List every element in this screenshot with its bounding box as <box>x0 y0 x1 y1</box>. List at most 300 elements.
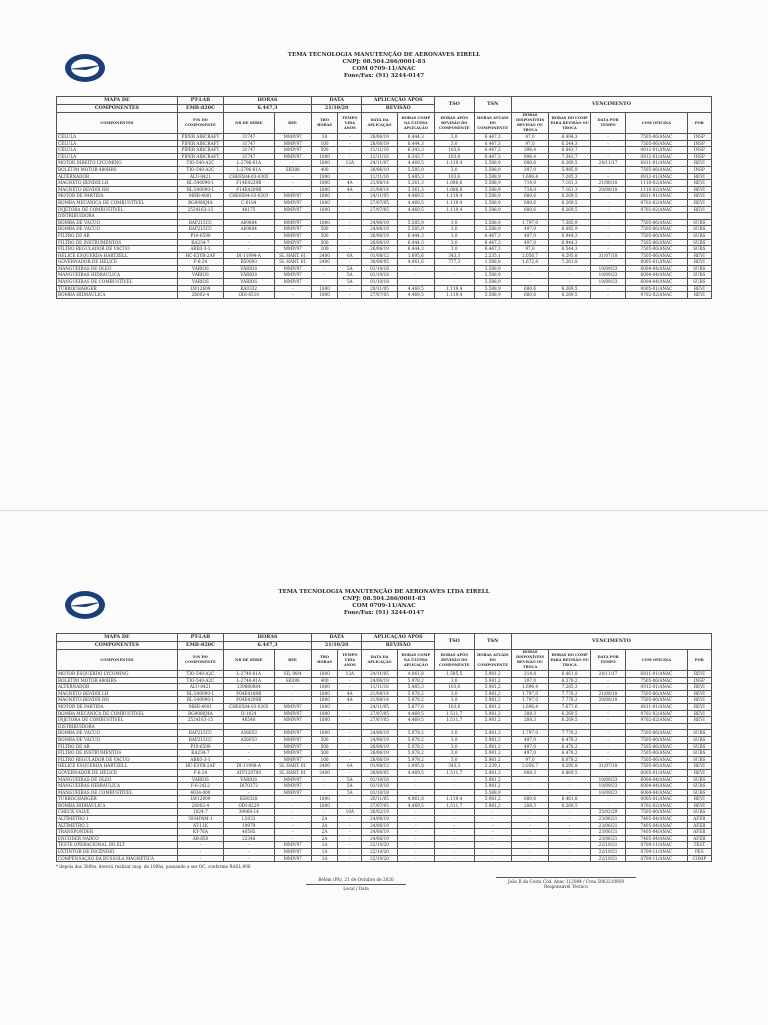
table-row <box>57 173 712 180</box>
table-cell: F14E4229B <box>224 180 275 187</box>
table-cell: 4.295,8 <box>549 763 591 770</box>
signer-role: Responsável Técnico <box>543 884 589 890</box>
table-cell: - <box>511 829 548 836</box>
table-cell: 10/09/23 <box>590 776 625 783</box>
table-cell: 6.478,2 <box>549 743 591 750</box>
table-cell: SL HART. 61 <box>274 763 311 770</box>
table-cell: 1A <box>311 855 337 862</box>
table-cell: - <box>311 789 337 796</box>
table-cell: MMP/97 <box>274 849 311 856</box>
table-cell: - <box>338 756 362 763</box>
table-cell: - <box>549 809 591 816</box>
table-cell: PIPER AIRCRAFT <box>177 147 223 154</box>
component-name: ALTÍMETRO 1 <box>57 816 178 823</box>
table-row <box>57 193 712 200</box>
table-cell: 1.119,4 <box>434 199 474 206</box>
table-cell: - <box>434 783 474 790</box>
application-label: APLICAÇÃO APÓS <box>362 97 435 105</box>
table-cell: SL HART. 61 <box>274 769 311 776</box>
table-cell: AFER <box>687 835 711 842</box>
table-cell: 6.269,5 <box>549 710 591 717</box>
table-cell: 0005-01/ANAC <box>626 259 688 266</box>
component-name: MANGUEIRAS DE ÓLEO <box>57 776 178 783</box>
table-cell: 5.981,2 <box>474 736 511 743</box>
table-cell: 20/11/05 <box>362 796 397 803</box>
table-cell: 7.161,3 <box>549 180 591 187</box>
table-cell: - <box>224 849 275 856</box>
sheet-one <box>56 52 712 299</box>
component-name: FILTRO REGULADOR DE VÁCUO <box>57 756 178 763</box>
table-cell: - <box>224 246 275 253</box>
table-cell: - <box>338 849 362 856</box>
table-cell: 27/07/05 <box>362 717 397 724</box>
table-row <box>57 723 712 730</box>
table-cell: - <box>474 816 511 823</box>
table-cell: 21/08/18 <box>590 690 625 697</box>
table-cell: 1800 <box>311 697 337 704</box>
column-header: HORAS APÓS REVISÃO DO COMPONENTE <box>434 650 474 671</box>
table-cell: 5A <box>338 272 362 279</box>
table-cell: 6.869,5 <box>549 769 591 776</box>
table-cell: 24/06/19 <box>362 816 397 823</box>
component-name: TURBOCHARGER <box>57 285 178 292</box>
component-name: MAGNETO BENDIX RH <box>57 697 178 704</box>
table-row <box>57 160 712 167</box>
table-cell: MMP/97 <box>274 153 311 160</box>
table-cell: - <box>590 750 625 757</box>
table-row <box>57 776 712 783</box>
table-cell: 24/11/07 <box>362 160 397 167</box>
table-cell: 2524163-15 <box>177 206 223 213</box>
table-cell: - <box>274 173 311 180</box>
table-cell: - <box>397 816 434 823</box>
table-cell: - <box>397 822 434 829</box>
table-cell: 1.119,4 <box>434 206 474 213</box>
mapa-label: MAPA DE <box>57 97 178 105</box>
place-date-value: Belém (PA), 21 de Outubro de 2020 <box>318 877 394 883</box>
table-cell: 24/06/19 <box>362 829 397 836</box>
table-cell: 6.085,9 <box>549 226 591 233</box>
component-name: BOMBA DE VÁCUO <box>57 219 178 226</box>
table-cell: HC-E3YR-2AF <box>177 763 223 770</box>
table-cell: 7.161,3 <box>549 186 591 193</box>
table-cell: 3,0 <box>434 690 474 697</box>
table-cell: 26002-4 <box>177 292 223 299</box>
table-cell: 0005-01/ANAC <box>626 285 688 292</box>
column-header: REF. <box>274 113 311 134</box>
table-cell: 97,0 <box>511 756 548 763</box>
table-cell: 1.119,4 <box>434 193 474 200</box>
place-date <box>306 877 406 891</box>
table-cell: - <box>590 736 625 743</box>
table-cell: - <box>338 173 362 180</box>
table-cell: 5.588,9 <box>474 193 511 200</box>
table-cell: 5.485,3 <box>397 173 434 180</box>
table-row <box>57 710 712 717</box>
table-cell: 0912-01/ANAC <box>626 153 688 160</box>
table-cell: PES <box>687 849 711 856</box>
table-cell: 500 <box>311 147 337 154</box>
table-cell: REVI <box>687 173 711 180</box>
table-cell: 26/02/19 <box>362 809 397 816</box>
column-header: COMPONENTES <box>57 650 178 671</box>
table-cell: - <box>274 180 311 187</box>
table-cell: 6.444,3 <box>397 140 434 147</box>
table-cell: 2524163-15 <box>177 717 223 724</box>
table-cell: 1800 <box>311 717 337 724</box>
table-cell: - <box>590 717 625 724</box>
table-cell: 1800 <box>311 690 337 697</box>
company-cnpj: CNPJ: 08.504.266/0001-83 <box>342 596 426 602</box>
table-cell: 680,6 <box>511 193 548 200</box>
table-cell: 6.078,2 <box>549 756 591 763</box>
table-cell: 10/09/23 <box>590 279 625 286</box>
tso-label: TSO <box>434 634 474 650</box>
company-header <box>56 52 712 80</box>
table-cell: 1.511,7 <box>434 802 474 809</box>
column-header: COM OFICINA <box>626 113 688 134</box>
registration-value: EMB-820C <box>177 105 223 113</box>
table-cell: MMP/97 <box>274 226 311 233</box>
column-header: P/N DO COMPONENTE <box>177 650 223 671</box>
table-cell: HC-E3YR-2AF <box>177 252 223 259</box>
table-row <box>57 835 712 842</box>
table-cell: - <box>338 285 362 292</box>
table-cell: KA0332 <box>224 285 275 292</box>
table-cell <box>274 723 311 730</box>
table-cell: 19979 <box>224 822 275 829</box>
table-cell: KH0328 <box>224 796 275 803</box>
table-cell: - <box>397 835 434 842</box>
table-cell: VÁRIOS <box>177 265 223 272</box>
table-cell: 5.981,2 <box>474 684 511 691</box>
table-cell: - <box>590 226 625 233</box>
table-row <box>57 736 712 743</box>
table-cell: 7505-06/ANAC <box>626 166 688 173</box>
table-cell: 01/10/18 <box>362 789 397 796</box>
date-value: 21/10/20 <box>311 105 362 113</box>
component-name: FILTRO DE AR <box>57 232 178 239</box>
table-cell: - <box>549 776 591 783</box>
table-cell: - <box>511 783 548 790</box>
hours-value: 6.447,3 <box>224 642 312 650</box>
table-cell: 288,3 <box>511 710 548 717</box>
table-cell: 26/06/19 <box>362 743 397 750</box>
table-cell: - <box>338 292 362 299</box>
table-cell: - <box>338 226 362 233</box>
table-cell: 1800 <box>311 802 337 809</box>
table-cell: 7505-06/ANAC <box>626 697 688 704</box>
component-name: GOVERNADOR DE HÉLICE <box>57 769 178 776</box>
table-cell: SB388 <box>274 677 311 684</box>
sheet-two <box>56 589 712 899</box>
table-cell: 5.981,2 <box>474 750 511 757</box>
component-name: BOMBA MECÂNICA DE COMBUSTÍVEL <box>57 199 178 206</box>
table-cell: SUBS <box>687 783 711 790</box>
table-cell: - <box>311 783 337 790</box>
table-cell: 97,0 <box>511 140 548 147</box>
table-cell: 5.978,2 <box>397 750 434 757</box>
table-cell: 1.696,4 <box>511 703 548 710</box>
table-cell: - <box>590 796 625 803</box>
table-cell: - <box>224 750 275 757</box>
table-cell: 6.444,3 <box>397 246 434 253</box>
table-row <box>57 717 712 724</box>
table-cell <box>311 213 337 220</box>
table-cell: REVI <box>687 690 711 697</box>
table-cell: REVI <box>687 180 711 187</box>
table-cell: - <box>434 842 474 849</box>
table-cell: 7.261,8 <box>549 259 591 266</box>
table-cell: 3,0 <box>434 140 474 147</box>
table-cell: 0005-01/ANAC <box>626 796 688 803</box>
table-cell: L-2796-61A <box>224 166 275 173</box>
table-cell: TIO-540-A2C <box>177 160 223 167</box>
table-cell: - <box>224 855 275 862</box>
table-cell: 10/09/23 <box>590 789 625 796</box>
page-two <box>0 510 768 1025</box>
table-cell: SUBS <box>687 750 711 757</box>
table-row <box>57 796 712 803</box>
table-cell <box>397 723 434 730</box>
table-cell: ODI-8510 <box>224 292 275 299</box>
table-cell: 7505-06/ANAC <box>626 134 688 141</box>
company-cnpj: CNPJ: 08.504.266/0001-83 <box>342 59 426 65</box>
table-cell: - <box>311 265 337 272</box>
table-cell: 6811-01/ANAC <box>626 671 688 678</box>
table-cell: 26/06/19 <box>362 232 397 239</box>
table-cell: SUBS <box>687 776 711 783</box>
table-cell: - <box>338 140 362 147</box>
table-cell: MMP/97 <box>274 272 311 279</box>
table-cell: 01/10/18 <box>362 783 397 790</box>
table-cell <box>338 723 362 730</box>
table-cell: - <box>338 796 362 803</box>
table-cell: 1800 <box>311 671 337 678</box>
component-name: MOTOR DE PARTIDA <box>57 703 178 710</box>
table-cell: 5.981,2 <box>474 710 511 717</box>
table-cell: 6.478,2 <box>549 750 591 757</box>
table-cell <box>549 213 591 220</box>
table-cell: PIPER AIRCRAFT <box>177 153 223 160</box>
table-cell: MMP/97 <box>274 736 311 743</box>
column-header: NR DE SÉRIE <box>224 650 275 671</box>
table-cell: - <box>511 809 548 816</box>
table-cell: 1800 <box>311 199 337 206</box>
table-cell: DI70372 <box>224 783 275 790</box>
table-cell: 5.877,6 <box>397 703 434 710</box>
table-cell: 3,0 <box>434 246 474 253</box>
table-cell <box>474 723 511 730</box>
table-cell: - <box>397 855 434 862</box>
table-cell: - <box>590 703 625 710</box>
table-cell: F-6-24 <box>177 259 223 266</box>
table-cell: - <box>274 835 311 842</box>
table-cell: 3,0 <box>434 232 474 239</box>
table-cell: 9702-02/ANAC <box>626 710 688 717</box>
table-cell: VÁRIOS <box>224 265 275 272</box>
table-cell: 6811-01/ANAC <box>626 703 688 710</box>
table-cell: 26/06/19 <box>362 134 397 141</box>
component-name: GOVERNADOR DE HÉLICE <box>57 259 178 266</box>
table-row <box>57 206 712 213</box>
table-cell: RG9080J4A <box>177 710 223 717</box>
table-cell: SB388 <box>274 166 311 173</box>
table-cell: COMP <box>687 855 711 862</box>
component-name: BOMBA DE VÁCUO <box>57 736 178 743</box>
table-cell: 1A <box>311 849 337 856</box>
table-cell: 11/11/16 <box>362 153 397 160</box>
table-cell: 714,0 <box>511 180 548 187</box>
table-row <box>57 246 712 253</box>
table-cell: 24/06/19 <box>362 822 397 829</box>
table-cell: P10-6590 <box>177 232 223 239</box>
table-cell: 01/10/18 <box>362 265 397 272</box>
table-cell: - <box>511 842 548 849</box>
table-cell: 4.469,5 <box>397 206 434 213</box>
table-cell: 31747 <box>224 140 275 147</box>
table-cell: - <box>549 829 591 836</box>
table-cell: 1800 <box>311 796 337 803</box>
table-row <box>57 265 712 272</box>
table-cell: 24/11/05 <box>362 671 397 678</box>
column-header: HORAS COMP NA ÚLTIMA APLICAÇÃO <box>397 650 434 671</box>
table-row <box>57 285 712 292</box>
table-cell: - <box>590 259 625 266</box>
table-cell: RAP215CC <box>177 226 223 233</box>
table-cell: 0709-11/ANAC <box>626 842 688 849</box>
table-cell: 46540 <box>224 717 275 724</box>
component-name: DISTRIBUIDORA <box>57 213 178 220</box>
table-cell <box>511 723 548 730</box>
table-cell: - <box>274 802 311 809</box>
table-cell: 7505-06/ANAC <box>626 730 688 737</box>
table-cell: 3,0 <box>434 226 474 233</box>
table-cell: - <box>511 265 548 272</box>
table-cell: 3,0 <box>434 756 474 763</box>
table-cell <box>397 213 434 220</box>
table-cell: 5A <box>338 783 362 790</box>
column-header: HORAS DISPONÍVEIS REVISÃO OU TROCA <box>511 113 548 134</box>
table-cell: - <box>224 789 275 796</box>
component-name: FILTRO REGULADOR DE VÁCUO <box>57 246 178 253</box>
table-row <box>57 730 712 737</box>
table-row <box>57 750 712 757</box>
column-header: HORAS ATUAIS DO COMPONENTE <box>474 113 511 134</box>
table-cell: 2400 <box>311 252 337 259</box>
table-row <box>57 671 712 678</box>
table-cell: - <box>338 134 362 141</box>
component-name: ENCODER NARCO <box>57 835 178 842</box>
table-cell: SUBS <box>687 730 711 737</box>
table-cell: 7505-06/ANAC <box>626 677 688 684</box>
table-cell: - <box>338 816 362 823</box>
table-cell: 7505-06/ANAC <box>626 763 688 770</box>
component-name: BOMBA DE VÁCUO <box>57 226 178 233</box>
table-row <box>57 153 712 160</box>
table-cell: SUBS <box>687 226 711 233</box>
table-cell: 5.588,9 <box>474 272 511 279</box>
table-cell: 5934PAM-1 <box>177 816 223 823</box>
table-cell: 27/07/05 <box>362 802 397 809</box>
table-cell: - <box>397 849 434 856</box>
table-cell: 2.239,1 <box>474 763 511 770</box>
table-row <box>57 690 712 697</box>
table-cell: 4.061,8 <box>397 796 434 803</box>
table-row <box>57 199 712 206</box>
table-cell: 22/10/20 <box>362 855 397 862</box>
table-cell: 9702-02/ANAC <box>626 717 688 724</box>
place-date-label: Local / Data <box>306 884 406 891</box>
company-phone: Fone/Fax: (91) 3244-0147 <box>343 73 425 79</box>
component-name: BOLETIM MOTOR 480HRS <box>57 677 178 684</box>
table-cell: REVI <box>687 160 711 167</box>
table-cell: 1.511,7 <box>434 769 474 776</box>
table-cell: MMP/97 <box>274 206 311 213</box>
table-cell: 31747 <box>224 153 275 160</box>
component-name: CÉLULA <box>57 134 178 141</box>
table-cell: MHB-4001 <box>177 703 223 710</box>
column-header: P/N DO COMPONENTE <box>177 113 223 134</box>
table-row <box>57 809 712 816</box>
table-cell: 48175 <box>224 206 275 213</box>
table-cell: - <box>434 789 474 796</box>
table-cell: L5032 <box>224 816 275 823</box>
table-cell: F04E4209B <box>224 697 275 704</box>
component-name: TRANSPONDER <box>57 829 178 836</box>
table-cell: - <box>590 677 625 684</box>
table-cell: VÁRIOS <box>177 279 223 286</box>
table-cell: 1.086,6 <box>434 186 474 193</box>
table-cell <box>362 723 397 730</box>
table-cell: 5.978,2 <box>397 697 434 704</box>
component-name: BOMBA HIDRÁULICA <box>57 292 178 299</box>
table-cell: 23/06/21 <box>590 822 625 829</box>
column-header: HORAS DISPONÍVEIS REVISÃO OU TROCA <box>511 650 548 671</box>
table-cell: 5.361,3 <box>397 186 434 193</box>
table-cell: 22348 <box>224 835 275 842</box>
table-cell: A69884 <box>224 226 275 233</box>
table-cell: 23/06/21 <box>590 835 625 842</box>
table-cell: RAP215CC <box>177 736 223 743</box>
table-cell: 2A <box>311 835 337 842</box>
table-cell: - <box>338 259 362 266</box>
table-cell: SUBS <box>687 736 711 743</box>
table-cell: REVI <box>687 796 711 803</box>
table-cell: 22/10/21 <box>590 842 625 849</box>
component-name: FILTRO DE INSTRUMENTOS <box>57 750 178 757</box>
table-row <box>57 677 712 684</box>
table-cell: 4.469,5 <box>397 717 434 724</box>
table-cell: 6.343,3 <box>397 147 434 154</box>
table-cell: 7505-06/ANAC <box>626 252 688 259</box>
table-cell: VÁRIOS <box>224 279 275 286</box>
mapa-label: MAPA DE <box>57 634 178 642</box>
table-cell: - <box>397 829 434 836</box>
table-cell: - <box>549 279 591 286</box>
table-row <box>57 703 712 710</box>
component-name: BOMBA DE VÁCUO <box>57 730 178 737</box>
table-cell: 5.588,9 <box>474 265 511 272</box>
table-cell: 5.585,9 <box>397 226 434 233</box>
table-cell: 6811-01/ANAC <box>626 193 688 200</box>
table-cell: - <box>338 743 362 750</box>
company-com: COM 0709-11/ANAC <box>352 66 416 72</box>
table-cell: SUBS <box>687 246 711 253</box>
table-cell: 26/06/19 <box>362 246 397 253</box>
table-cell: L-2740-61A <box>224 677 275 684</box>
table-row <box>57 147 712 154</box>
